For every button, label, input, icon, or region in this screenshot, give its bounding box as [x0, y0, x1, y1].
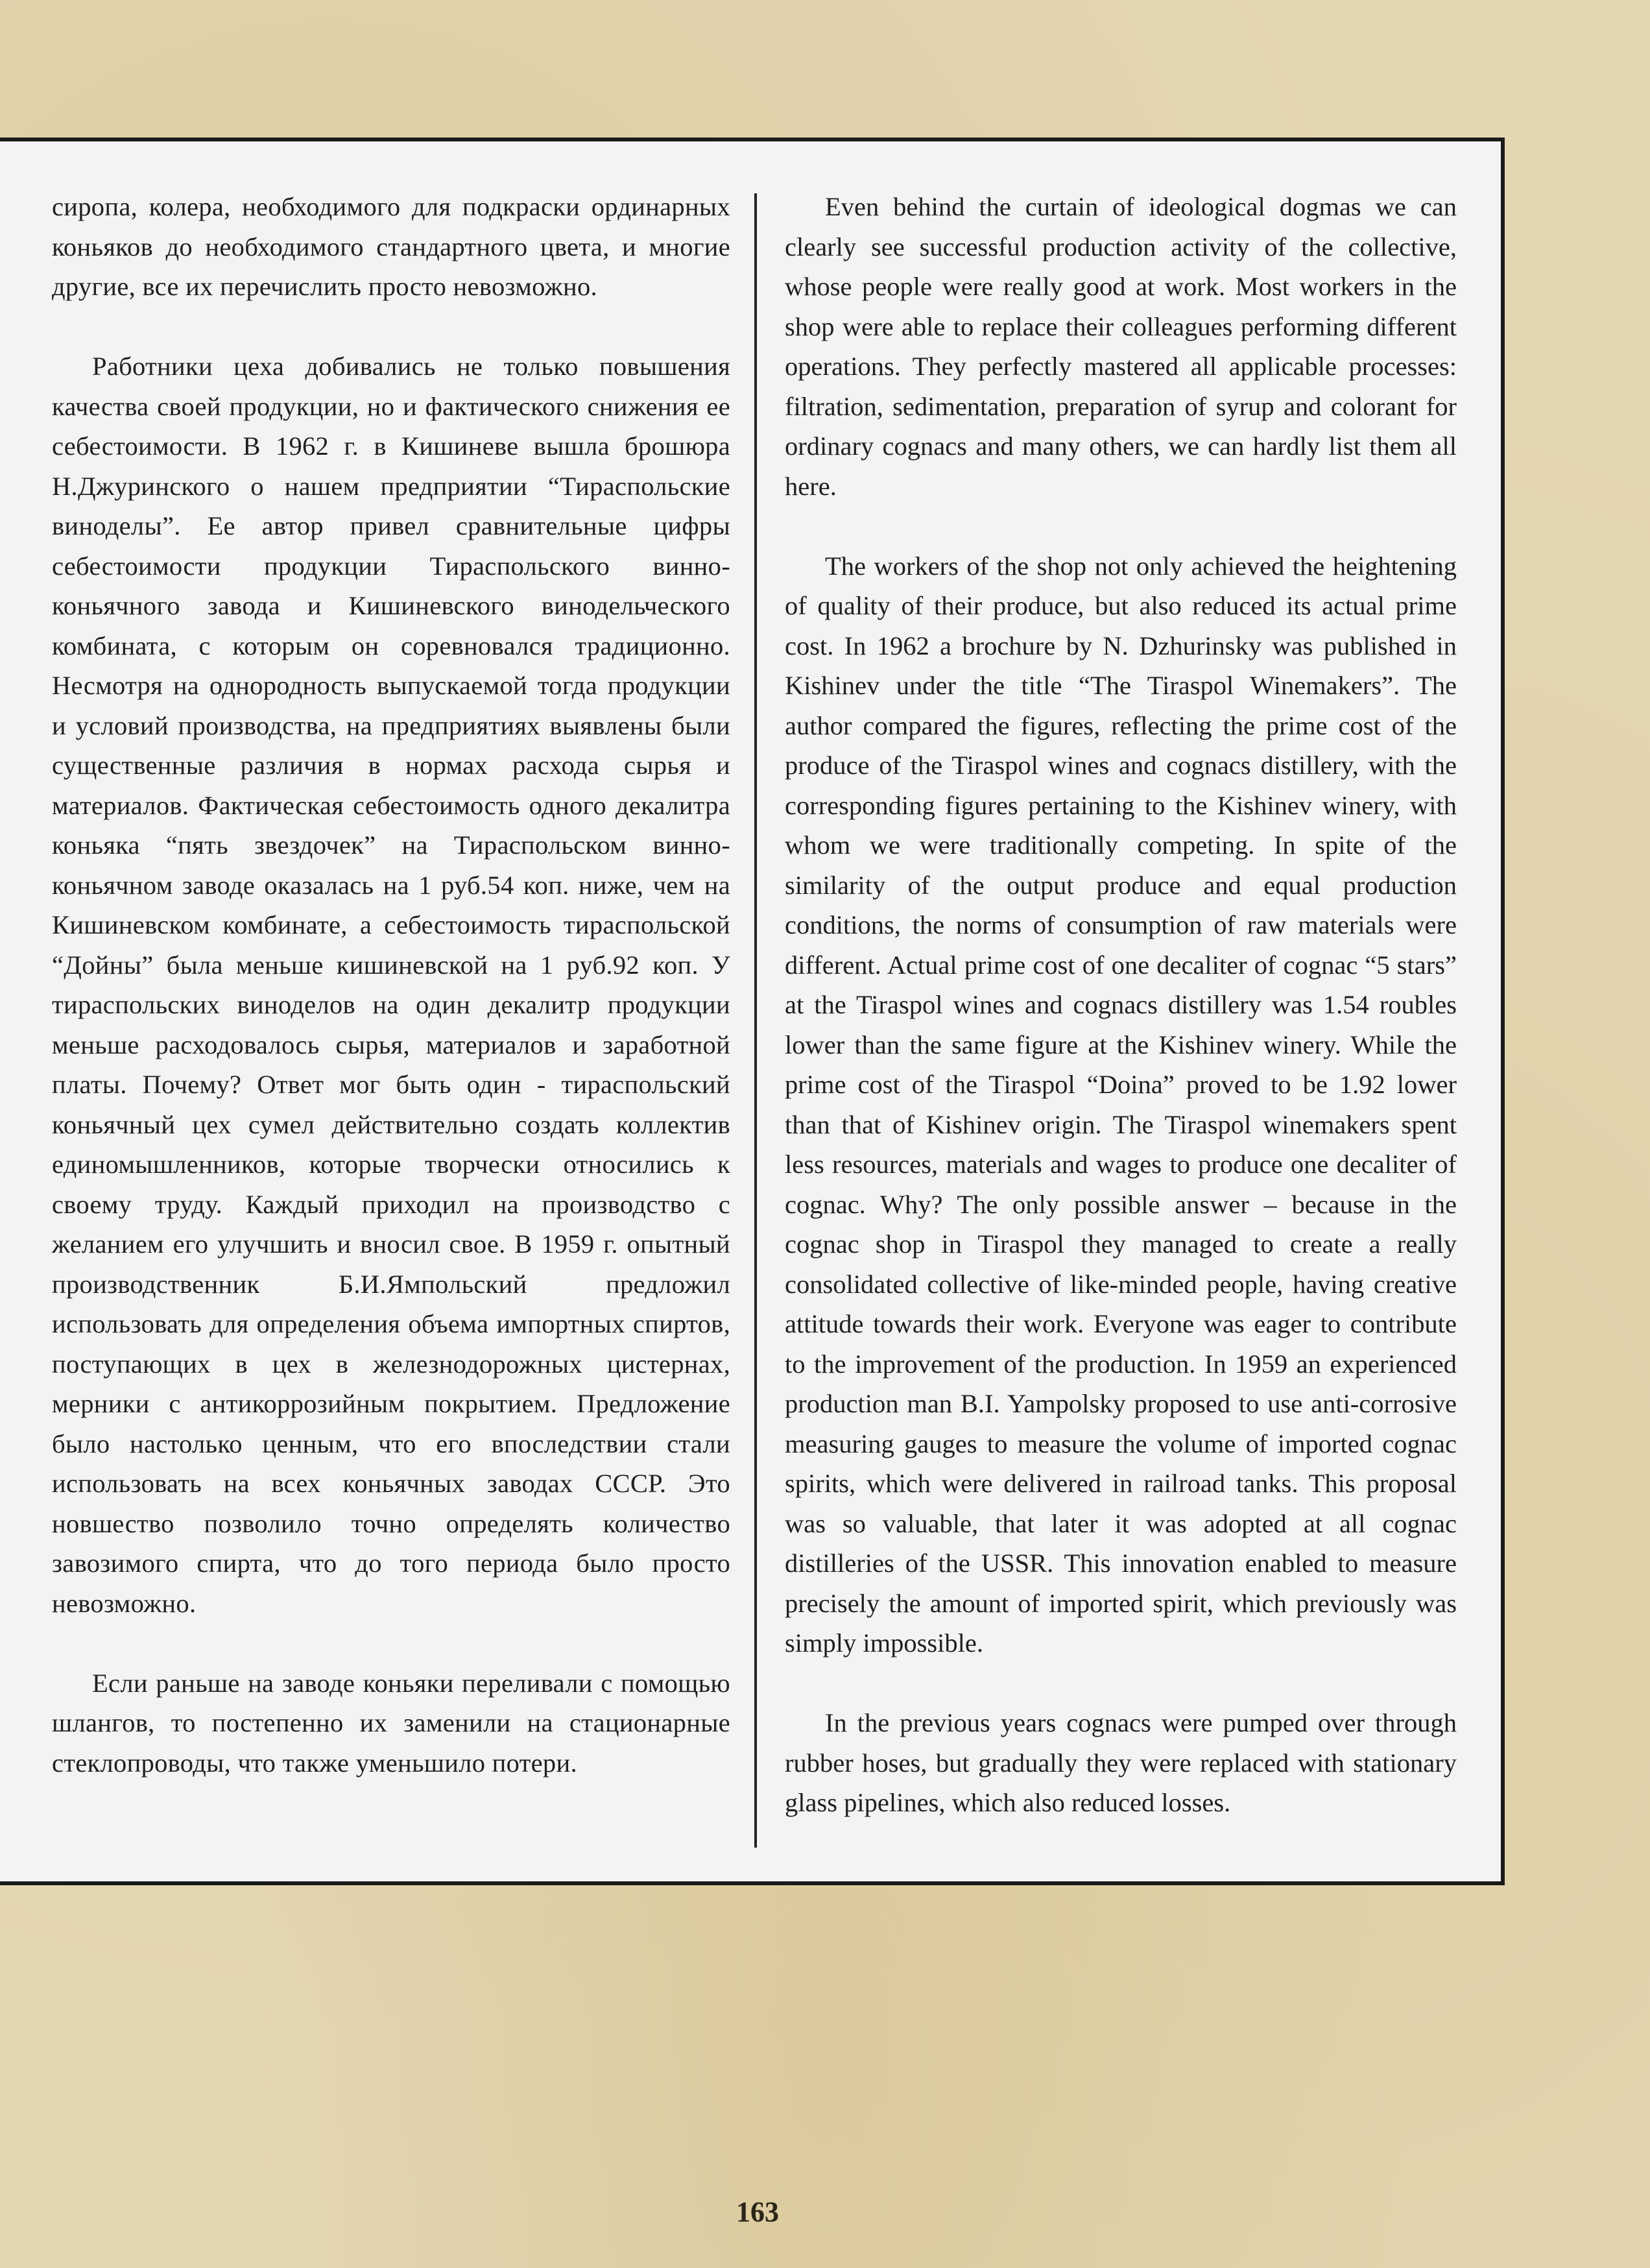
column-divider	[754, 193, 757, 1848]
paragraph-ru-2: Работники цеха добивались не только повышения качества своей продукции, но и фактического снижения ее себестоимости. В 1962 г. в Кишиневе вышла брошюра Н.Джуринского о нашем предприятии “Тираспольские виноделы”. Ее автор привел сравнительные цифры себестоимости продукции Тираспольского винно-коньячного завода и Кишиневского винодельческого комбината, с которым он соревновался традиционно. Несмотря на однородность выпускаемой тогда продукции и условий производства, на предприятиях выявлены были существенные различия в нормах расхода сырья и материалов. Фактическая себестоимость одного декалитра коньяка “пять звездочек” на Тираспольском винно-коньячном заводе оказалась на 1 руб.54 коп. ниже, чем на Кишиневском комбинате, а себестоимость тираспольской “Дойны” была меньше кишиневской на 1 руб.92 коп. У тираспольских виноделов на один декалитр продукции меньше расходовалось сырья, материалов и заработной платы. Почему? Ответ мог быть один - тираспольский коньячный цех сумел действительно создать коллектив единомышленников, которые творчески относились к своему труду. Каждый приходил на производство с желанием его улучшить и вносил свое. В 1959 г. опытный производственник Б.И.Ямпольский предложил использовать для определения объема импортных спиртов, поступающих в цех в железнодорожных цистернах, мерники с антикоррозийным покрытием. Предложение было настолько ценным, что его впоследствии стали использовать на всех коньячных заводах СССР. Это новшество позволило точно определять количество завозимого спирта, что до того периода было просто невозможно.	[52, 352, 730, 1618]
paragraph-en-1: Even behind the curtain of ideological dogmas we can clearly see successful production activity of the collective, whose people were really good at work. Most workers in the shop were able to replace their colleagues performing different operations. They perfectly mastered all applicable processes: filtration, sedimentation, preparation of syrup and colorant for ordinary cognacs and many others, we can hardly list them all here.	[785, 192, 1457, 501]
text-panel	[0, 138, 1505, 1885]
paragraph-ru-3: Если раньше на заводе коньяки переливали с помощью шлангов, то постепенно их заменили на стационарные стеклопроводы, что также уменьшило потери.	[52, 1668, 730, 1778]
page-number: 163	[736, 2196, 779, 2228]
english-column	[785, 187, 1457, 1863]
russian-column	[52, 187, 730, 1823]
paragraph-ru-1: сиропа, колера, необходимого для подкраски ординарных коньяков до необходимого стандартного цвета, и многие другие, все их перечислить просто невозможно.	[52, 192, 730, 301]
paragraph-en-2: The workers of the shop not only achieved the heightening of quality of their produce, but also reduced its actual prime cost. In 1962 a brochure by N. Dzhurinsky was published in Kishinev under the title “The Tiraspol Winemakers”. The author compared the figures, reflecting the prime cost of the produce of the Tiraspol wines and cognacs distillery, with the corresponding figures pertaining to the Kishinev winery, with whom we were traditionally competing. In spite of the similarity of the output produce and equal production conditions, the norms of consumption of raw materials were different. Actual prime cost of one decaliter of cognac “5 stars” at the Tiraspol wines and cognacs distillery was 1.54 roubles lower than the same figure at the Kishinev winery. While the prime cost of the Tiraspol “Doina” proved to be 1.92 lower than that of Kishinev origin. The Tiraspol winemakers spent less resources, materials and wages to produce one decaliter of cognac. Why? The only possible answer – because in the cognac shop in Tiraspol they managed to create a really consolidated collective of like-minded people, having creative attitude towards their work. Everyone was eager to contribute to the improvement of the production. In 1959 an experienced production man B.I. Yampolsky proposed to use anti-corrosive measuring gauges to measure the volume of imported cognac spirits, which were delivered in railroad tanks. This proposal was so valuable, that later it was adopted at all cognac distilleries of the USSR. This innovation enabled to measure precisely the amount of imported spirit, which previously was simply impossible.	[785, 551, 1457, 1658]
paragraph-en-3: In the previous years cognacs were pumped over through rubber hoses, but gradually they were replaced with stationary glass pipelines, which also reduced losses.	[785, 1708, 1457, 1817]
